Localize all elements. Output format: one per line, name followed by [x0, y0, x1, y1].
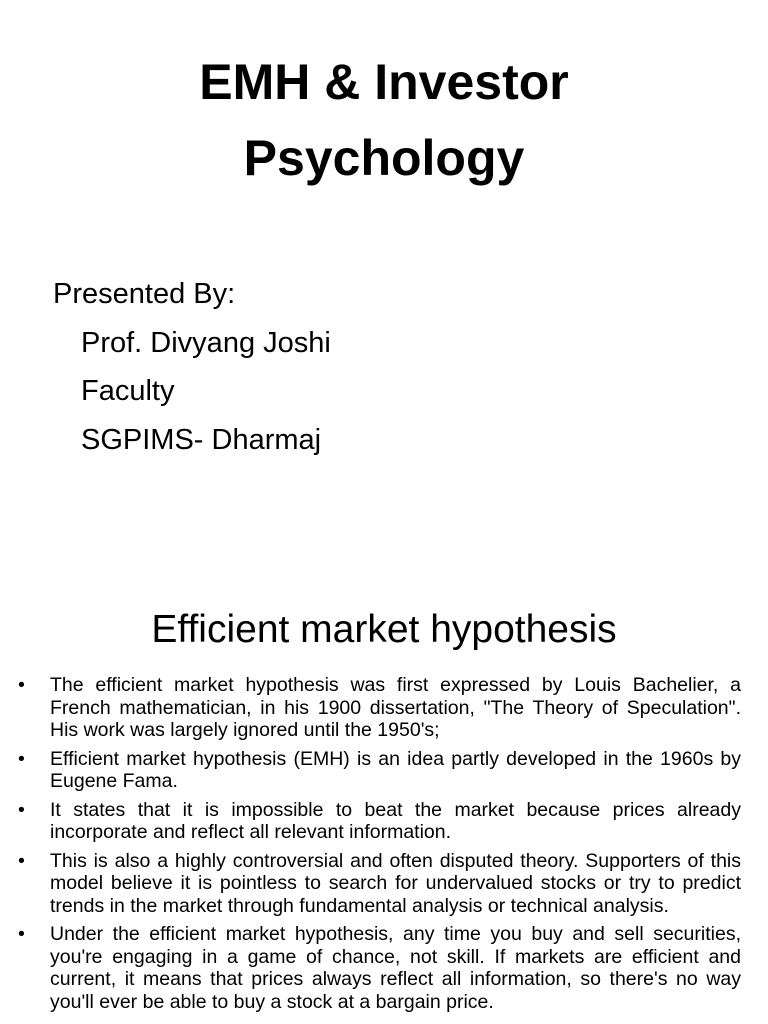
bullet-item	[0, 850, 768, 918]
presenter-role: Faculty	[81, 375, 175, 407]
bullet-item	[0, 674, 768, 742]
bullet-point-icon: •	[18, 849, 25, 872]
bullet-item	[0, 799, 768, 844]
bullet-item	[0, 923, 768, 1013]
slide-title: Efficient market hypothesis	[151, 608, 617, 651]
bullet-point-icon: •	[18, 923, 25, 945]
bullet-point-icon: •	[18, 798, 25, 821]
bullet-list	[0, 674, 768, 1019]
presenter-name: Prof. Divyang Joshi	[81, 327, 331, 359]
bullet-text: The efficient market hypothesis was first expressed by Louis Bachelier, a French mathematician, in his 1900 dissertation, "The Theory of Speculation". His work was largely ignored until the 1950's;	[50, 674, 741, 741]
bullet-point-icon: •	[18, 747, 25, 770]
title-line-2: Psychology	[243, 130, 525, 186]
emh-slide	[0, 576, 768, 1024]
bullet-item	[0, 748, 768, 793]
presenter-institution: SGPIMS- Dharmaj	[81, 424, 322, 456]
bullet-point-icon: •	[18, 674, 25, 696]
bullet-text: This is also a highly controversial and often disputed theory. Supporters of this model believe it is pointless to search for undervalued stocks or try to predict trends in the market through fundamental analysis or technical analysis.	[50, 849, 741, 917]
bullet-text: Under the efficient market hypothesis, any time you buy and sell securities, you're engaging in a game of chance, not skill. If markets are efficient and current, it means that prices always reflect all information, so there's no way you'll ever be able to buy a stock at a bargain price.	[50, 923, 741, 1013]
bullet-text: It states that it is impossible to beat the market because prices already incorporate and reflect all relevant information.	[50, 798, 741, 843]
bullet-text: Efficient market hypothesis (EMH) is an idea partly developed in the 1960s by Eugene Fama.	[50, 747, 741, 792]
presented-by-label: Presented By:	[53, 278, 236, 310]
title-line-1: EMH & Investor	[199, 54, 569, 110]
